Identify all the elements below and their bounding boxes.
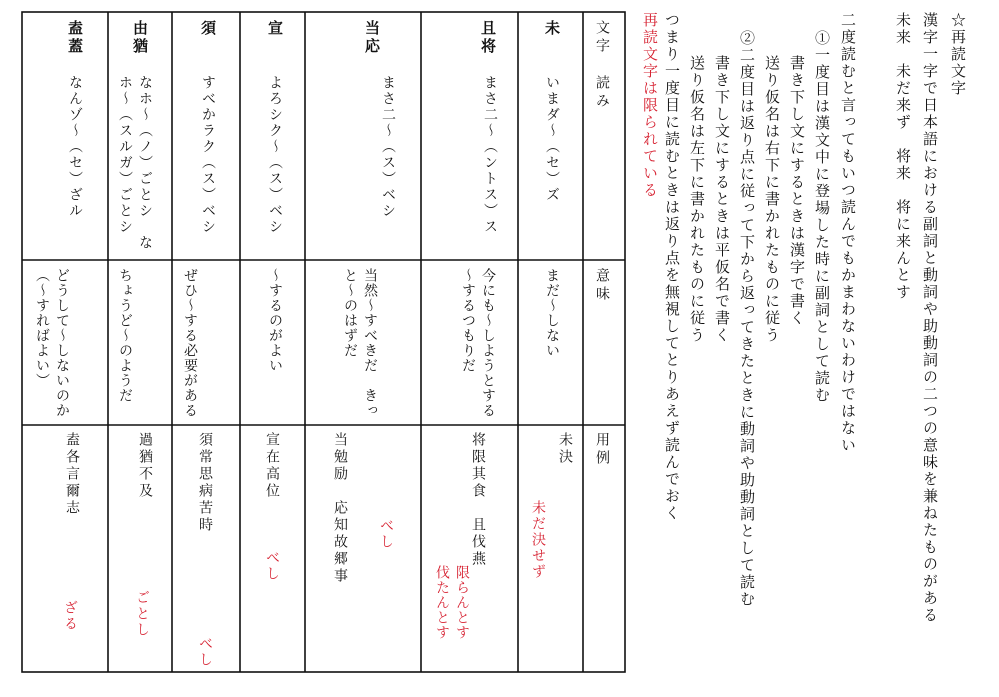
meaning-cell: 当然～すべきだ きっと～のはずだ (342, 268, 378, 418)
example-cell: 宣在高位 (264, 432, 280, 500)
example-cell: 未決 (557, 432, 573, 466)
notes-line: ②二度目は返り点に従って下から返ってきたときに動詞や助動詞として読む (738, 30, 756, 608)
reading-cell: まさ二～（ントス）ス (482, 75, 498, 235)
kanji-cell: 当応 (363, 20, 381, 56)
example-cell: 盍各言爾志 (64, 432, 80, 517)
example-reading: ごとし (134, 590, 150, 638)
notes-line: 漢字一字で日本語における副詞と動詞や助動詞の二つの意味を兼ねたものがある (921, 12, 939, 624)
notes-line: 未来 未だ来ず 将来 将に来んとす (894, 12, 912, 301)
kanji-cell: 須 (199, 20, 217, 38)
meaning-cell: 今にも～しようとする ～するつもりだ (460, 268, 496, 433)
header-kanji: 文字 (594, 20, 610, 56)
meaning-cell: ちょうど～のようだ (117, 268, 133, 403)
example-cell: 須常思病苦時 (197, 432, 213, 534)
reading-cell: よろシク～（ス）ベシ (267, 75, 283, 235)
example-reading: べし (197, 636, 213, 668)
example-reading: べし (378, 518, 394, 550)
example-reading: ざる (62, 600, 78, 632)
meaning-cell: ぜひ～する必要がある (182, 268, 198, 418)
reading-cell: すべかラク（ス）ベシ (200, 75, 216, 235)
notes-line: ①一度目は漢文中に登場した時に副詞として読む (813, 30, 831, 404)
notes-title: ☆再読文字 (949, 12, 967, 97)
notes-line: 二度読むと言ってもいつ読んでもかまわないわけではない (839, 12, 857, 454)
kanji-cell: 宣 (266, 20, 284, 38)
header-example: 用例 (594, 432, 610, 468)
reading-cell: なんゾ～（セ）ざル (67, 75, 83, 219)
meaning-cell: ～するのがよい (267, 268, 283, 373)
kanji-cell: 由猶 (131, 20, 149, 56)
kanji-cell: 未 (543, 20, 561, 38)
kanji-cell: 且将 (479, 20, 497, 56)
example-reading: 未だ決せず (530, 500, 546, 580)
notes-line: 書き下し文にするときは漢字で書く (788, 55, 806, 327)
reading-cell: いまダ～（セ）ズ (544, 75, 560, 203)
header-reading: 読み (594, 75, 610, 111)
example-cell: 将限其食 且伐燕 (470, 432, 486, 568)
reading-cell: まさ二～（ス）ベシ (380, 75, 396, 219)
reading-cell: なホ～（ノ）ごとシ なホ～（スルガ）ごとシ (117, 75, 153, 251)
example-reading: 限らんとす 伐たんとす (434, 565, 470, 655)
notes-line: 書き下し文にするときは平仮名で書く (713, 55, 731, 344)
notes-line: つまり一度目に読むときは返り点を無視してとりあえず読んでおく (663, 12, 681, 522)
meaning-cell: まだ～しない (544, 268, 560, 358)
kanji-cell: 盍蓋 (66, 20, 84, 56)
example-cell: 過猶不及 (137, 432, 153, 500)
notes-red-line: 再読文字は限られている (641, 12, 659, 199)
example-cell: 当勉励 応知故郷事 (332, 432, 348, 585)
example-reading: べし (264, 550, 280, 582)
notes-line: 送り仮名は右下に書かれたものに従う (763, 55, 781, 344)
notes-line: 送り仮名は左下に書かれたものに従う (688, 55, 706, 344)
meaning-cell: どうして～しないのか（～すればよい） (34, 268, 70, 418)
header-meaning: 意味 (594, 268, 610, 304)
